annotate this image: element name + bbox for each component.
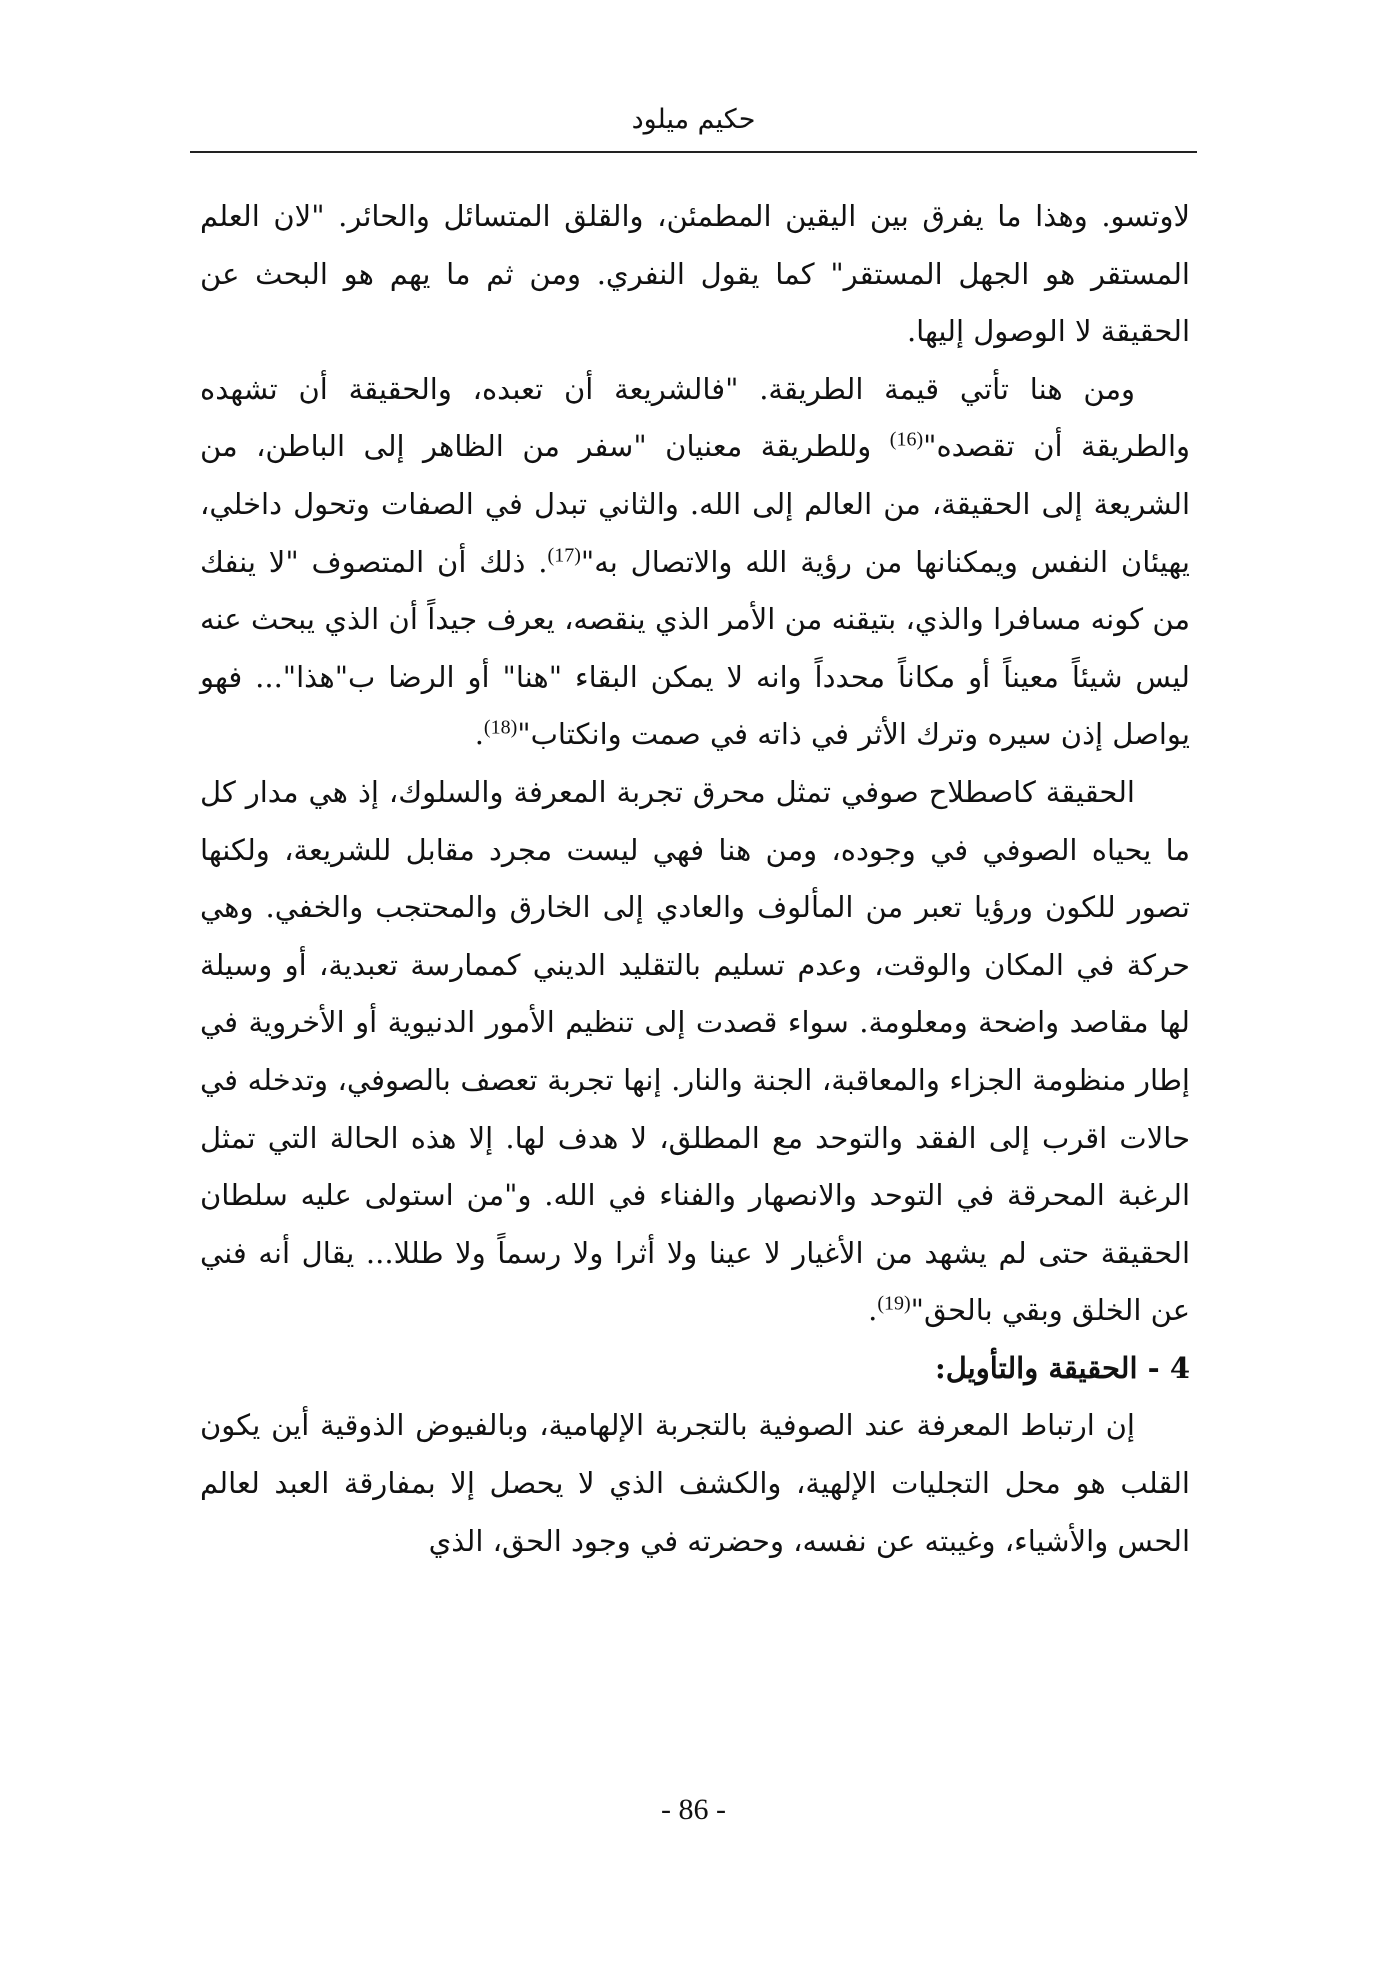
paragraph: [200, 1397, 1190, 1570]
body-text: [200, 188, 1190, 1570]
paragraph: [200, 361, 1190, 764]
paragraph-text: .: [474, 717, 484, 752]
footnote-reference[interactable]: (18): [483, 716, 518, 739]
page-number: - 86 -: [661, 1793, 726, 1826]
footnote-reference[interactable]: (16): [889, 428, 924, 451]
paragraph-text: وللطريقة معنيان "سفر من الظاهر إلى الباطن، من الشريعة إلى الحقيقة، من العالم إلى الله. والثاني تبدل في الصفات وتحول داخلي، يهيئان النفس ويمكنانها من رؤية الله والاتصال به": [200, 429, 1190, 579]
paragraph-text: .: [868, 1293, 878, 1328]
footnote-reference[interactable]: (17): [547, 543, 581, 566]
running-header: حكيم ميلود: [631, 104, 756, 135]
section-heading: [200, 1340, 1190, 1398]
section-heading-text: 4 - الحقيقة والتأويل:: [935, 1350, 1190, 1385]
paragraph: [200, 764, 1190, 1340]
paragraph: [200, 188, 1190, 361]
header-rule: [190, 151, 1197, 153]
footnote-reference[interactable]: (19): [877, 1292, 911, 1315]
paragraph-text: . ذلك أن المتصوف "لا ينفك من كونه مسافرا والذي، بتيقنه من الأمر الذي ينقصه، يعرف جيداً أن الذي يبحث عنه ليس شيئاً معيناً أو مكاناً محدداً وانه لا يمكن البقاء "هنا" أو الرضا ب"هذا"... فهو يواصل إذن سيره وترك الأثر في ذاته في صمت وانكتاب": [200, 544, 1190, 752]
paragraph-text: الحقيقة كاصطلاح صوفي تمثل محرق تجربة المعرفة والسلوك، إذ هي مدار كل ما يحياه الصوفي في وجوده، ومن هنا فهي ليست مجرد مقابل للشريعة، ولكنها تصور للكون ورؤيا تعبر من المألوف والعادي إلى الخارق والمحتجب والخفي. وهي حركة في المكان والوقت، وعدم تسليم بالتقليد الديني كممارسة تعبدية، أو وسيلة لها مقاصد واضحة ومعلومة. سواء قصدت إلى تنظيم الأمور الدنيوية أو الأخروية في إطار منظومة الجزاء والمعاقبة، الجنة والنار. إنها تجربة تعصف بالصوفي، وتدخله في حالات اقرب إلى الفقد والتوحد مع المطلق، لا هدف لها. إلا هذه الحالة التي تمثل الرغبة المحرقة في التوحد والانصهار والفناء في الله. و"من استولى عليه سلطان الحقيقة حتى لم يشهد من الأغيار لا عينا ولا أثرا ولا رسماً ولا طللا... يقال أنه فني عن الخلق وبقي بالحق": [200, 774, 1190, 1328]
paragraph-text: لاوتسو. وهذا ما يفرق بين اليقين المطمئن، والقلق المتسائل والحائر. "لان العلم المستقر هو الجهل المستقر" كما يقول النفري. ومن ثم ما يهم هو البحث عن الحقيقة لا الوصول إليها.: [200, 199, 1190, 349]
paragraph-text: إن ارتباط المعرفة عند الصوفية بالتجربة الإلهامية، وبالفيوض الذوقية أين يكون القلب هو محل التجليات الإلهية، والكشف الذي لا يحصل إلا بمفارقة العبد لعالم الحس والأشياء، وغيبته عن نفسه، وحضرته في وجود الحق، الذي: [200, 1408, 1190, 1558]
paragraph-text: ومن هنا تأتي قيمة الطريقة. "فالشريعة أن تعبده، والحقيقة أن تشهده والطريقة أن تقصده": [200, 371, 1191, 464]
